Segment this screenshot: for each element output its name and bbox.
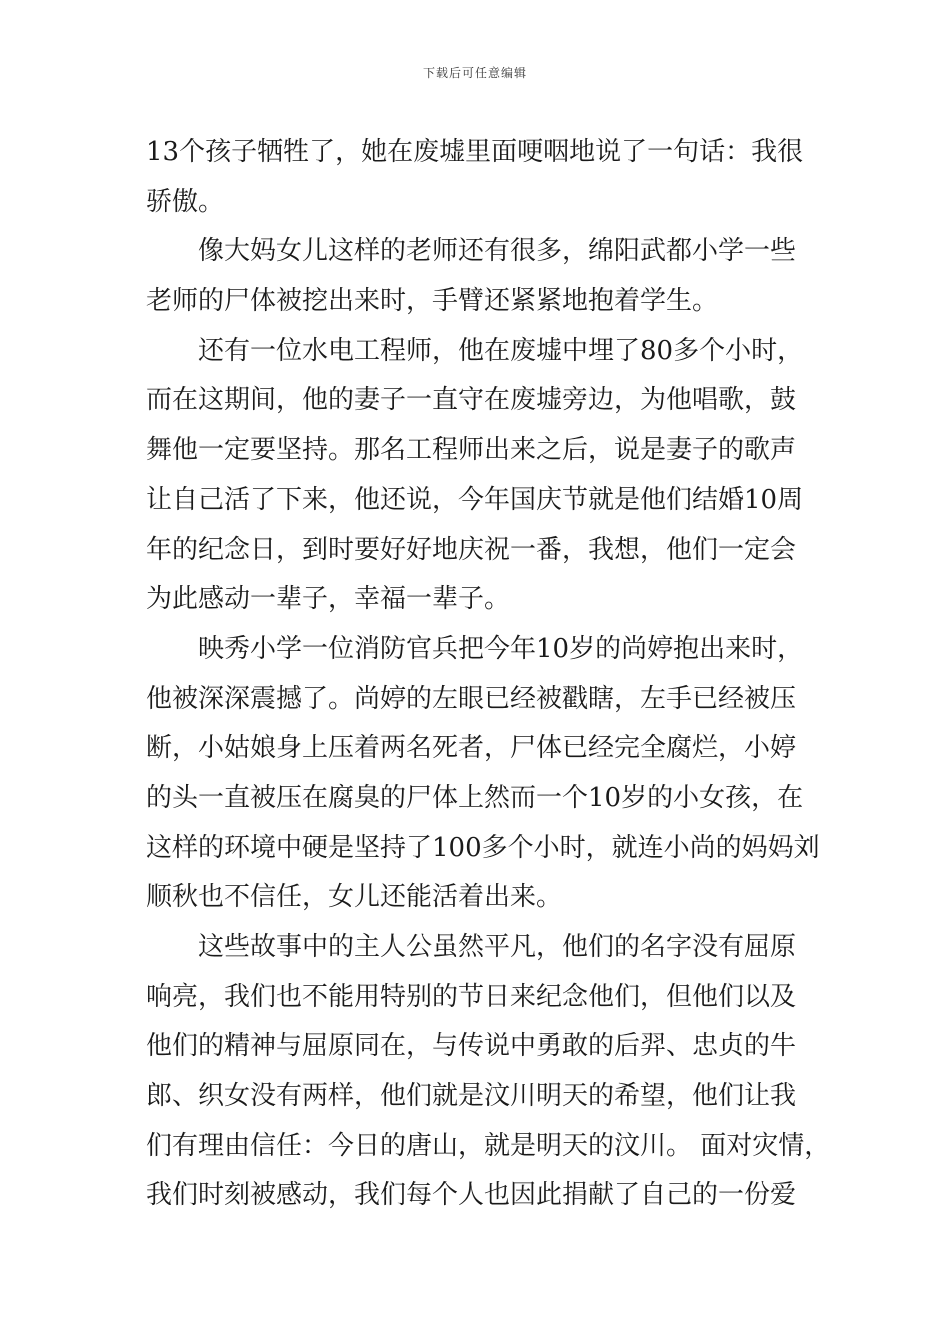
text-line: 骄傲。 xyxy=(146,186,225,217)
text-line: 顺秋也不信任，女儿还能活着出来。 xyxy=(146,882,563,913)
text-line: 让自己活了下来，他还说，今年国庆节就是他们结婚10周 xyxy=(146,484,804,515)
text-line: 还有一位水电工程师，他在废墟中埋了80多个小时， xyxy=(198,335,804,366)
text-line: 舞他一定要坚持。那名工程师出来之后，说是妻子的歌声 xyxy=(146,435,797,466)
text-line: 映秀小学一位消防官兵把今年10岁的尚婷抱出来时， xyxy=(198,633,804,664)
text-line: 这样的环境中硬是坚持了100多个小时，就连小尚的妈妈刘 xyxy=(146,832,820,863)
text-line: 为此感动一辈子，幸福一辈子。 xyxy=(146,584,511,615)
text-line: 的头一直被压在腐臭的尸体上然而一个10岁的小女孩，在 xyxy=(146,782,804,813)
text-line: 老师的尸体被挖出来时，手臂还紧紧地抱着学生。 xyxy=(146,286,719,317)
text-line: 年的纪念日，到时要好好地庆祝一番，我想，他们一定会 xyxy=(146,534,797,565)
text-line: 断，小姑娘身上压着两名死者，尸体已经完全腐烂，小婷 xyxy=(146,733,797,764)
text-line: 13个孩子牺牲了，她在废墟里面哽咽地说了一句话：我很 xyxy=(146,137,804,167)
text-line: 响亮，我们也不能用特别的节日来纪念他们，但他们以及 xyxy=(146,981,797,1012)
text-line: 他们的精神与屈原同在，与传说中勇敢的后羿、忠贞的牛 xyxy=(146,1031,797,1062)
text-line: 我们时刻被感动，我们每个人也因此捐献了自己的一份爱 xyxy=(146,1180,797,1211)
text-line: 而在这期间，他的妻子一直守在废墟旁边，为他唱歌，鼓 xyxy=(146,385,797,416)
text-line: 这些故事中的主人公虽然平凡，他们的名字没有屈原 xyxy=(198,932,797,962)
page-header: 下载后可任意编辑 xyxy=(422,66,527,80)
text-line: 像大妈女儿这样的老师还有很多，绵阳武都小学一些 xyxy=(198,236,797,267)
document-body xyxy=(146,128,831,1221)
text-line: 郎、织女没有两样，他们就是汶川明天的希望，他们让我 xyxy=(146,1081,797,1112)
text-line: 们有理由信任：今日的唐山，就是明天的汶川。 面对灾情， xyxy=(146,1130,831,1161)
text-line: 他被深深震撼了。尚婷的左眼已经被戳瞎，左手已经被压 xyxy=(146,683,797,714)
